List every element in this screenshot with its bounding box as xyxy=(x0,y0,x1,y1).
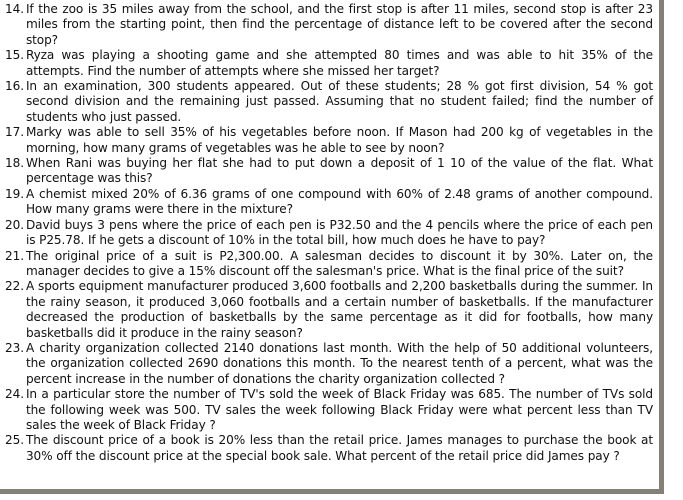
problem-item xyxy=(5,341,653,387)
problem-text: In a particular store the number of TV's sold the week of Black Friday was 685. The number of TVs sold the following week was 500. TV sales the week following Black Friday were what percent less than TV sales the week of Black Friday ? xyxy=(25,387,653,432)
problem-item xyxy=(5,279,653,341)
problem-item xyxy=(5,48,653,79)
problem-item xyxy=(5,2,653,48)
problem-number: 25. xyxy=(5,433,24,448)
problem-text: If the zoo is 35 miles away from the school, and the first stop is after 11 miles, second stop is after 23 miles from the starting point, then find the percentage of distance left to be covered after the second stop? xyxy=(25,2,653,47)
problem-item xyxy=(5,125,653,156)
problem-number: 23. xyxy=(5,340,24,355)
problem-text: David buys 3 pens where the price of each pen is P32.50 and the 4 pencils where the price of each pen is P25.78. If he gets a discount of 10% in the total bill, how much does he have to pay? xyxy=(25,217,653,248)
problem-number: 22. xyxy=(5,279,24,294)
problem-item xyxy=(5,249,653,280)
problem-number: 15. xyxy=(5,48,24,63)
problem-text: When Rani was buying her flat she had to put down a deposit of 1 10 of the value of the flat. What percentage was this? xyxy=(25,156,653,186)
problem-number: 21. xyxy=(5,248,24,263)
problem-item xyxy=(5,79,653,125)
problem-text: In an examination, 300 students appeared. Out of these students; 28 % got first division, 54 % got second division and the remaining just passed. Assuming that no student failed; find the number of students who just passed. xyxy=(25,79,653,124)
problem-text: Marky was able to sell 35% of his vegetables before noon. If Mason had 200 kg of vegetables in the morning, how many grams of vegetables was he able to see by noon? xyxy=(25,125,653,155)
problem-number: 19. xyxy=(5,186,24,201)
problem-text: A charity organization collected 2140 donations last month. With the help of 50 additional volunteers, the organization collected 2690 donations this month. To the nearest tenth of a percent, what was the percent increase in the number of donations the charity organization collected ? xyxy=(25,340,653,386)
problem-text: A sports equipment manufacturer produced 3,600 footballs and 2,200 basketballs during the summer. In the rainy season, it produced 3,060 footballs and a certain number of basketballs. If the manufacturer decreased the production of basketballs by the same percentage as it did for footballs, how many basketballs did it produce in the rainy season? xyxy=(25,279,653,340)
problem-number: 20. xyxy=(5,217,24,232)
problem-number: 16. xyxy=(5,79,24,94)
problem-text: The discount price of a book is 20% less than the retail price. James manages to purchase the book at 30% off the discount price at the special book sale. What percent of the retail price did James pay ? xyxy=(25,433,653,463)
problem-text: A chemist mixed 20% of 6.36 grams of one compound with 60% of 2.48 grams of another compound. How many grams were there in the mixture? xyxy=(25,186,653,217)
problem-item xyxy=(5,187,653,218)
problem-number: 18. xyxy=(5,156,24,171)
problem-item xyxy=(5,433,653,464)
problem-item xyxy=(5,156,653,187)
problem-number: 24. xyxy=(5,387,24,402)
problem-number: 14. xyxy=(5,2,24,16)
problem-text: Ryza was playing a shooting game and she attempted 80 times and was able to hit 35% of the attempts. Find the number of attempts where she missed her target? xyxy=(25,48,653,78)
problem-text: The original price of a suit is P2,300.00. A salesman decides to discount it by 30%. Later on, the manager decides to give a 15% discount off the salesman's price. What is the final price of the suit? xyxy=(25,248,653,278)
problem-item xyxy=(5,218,653,249)
problem-number: 17. xyxy=(5,125,24,140)
problem-item xyxy=(5,387,653,433)
